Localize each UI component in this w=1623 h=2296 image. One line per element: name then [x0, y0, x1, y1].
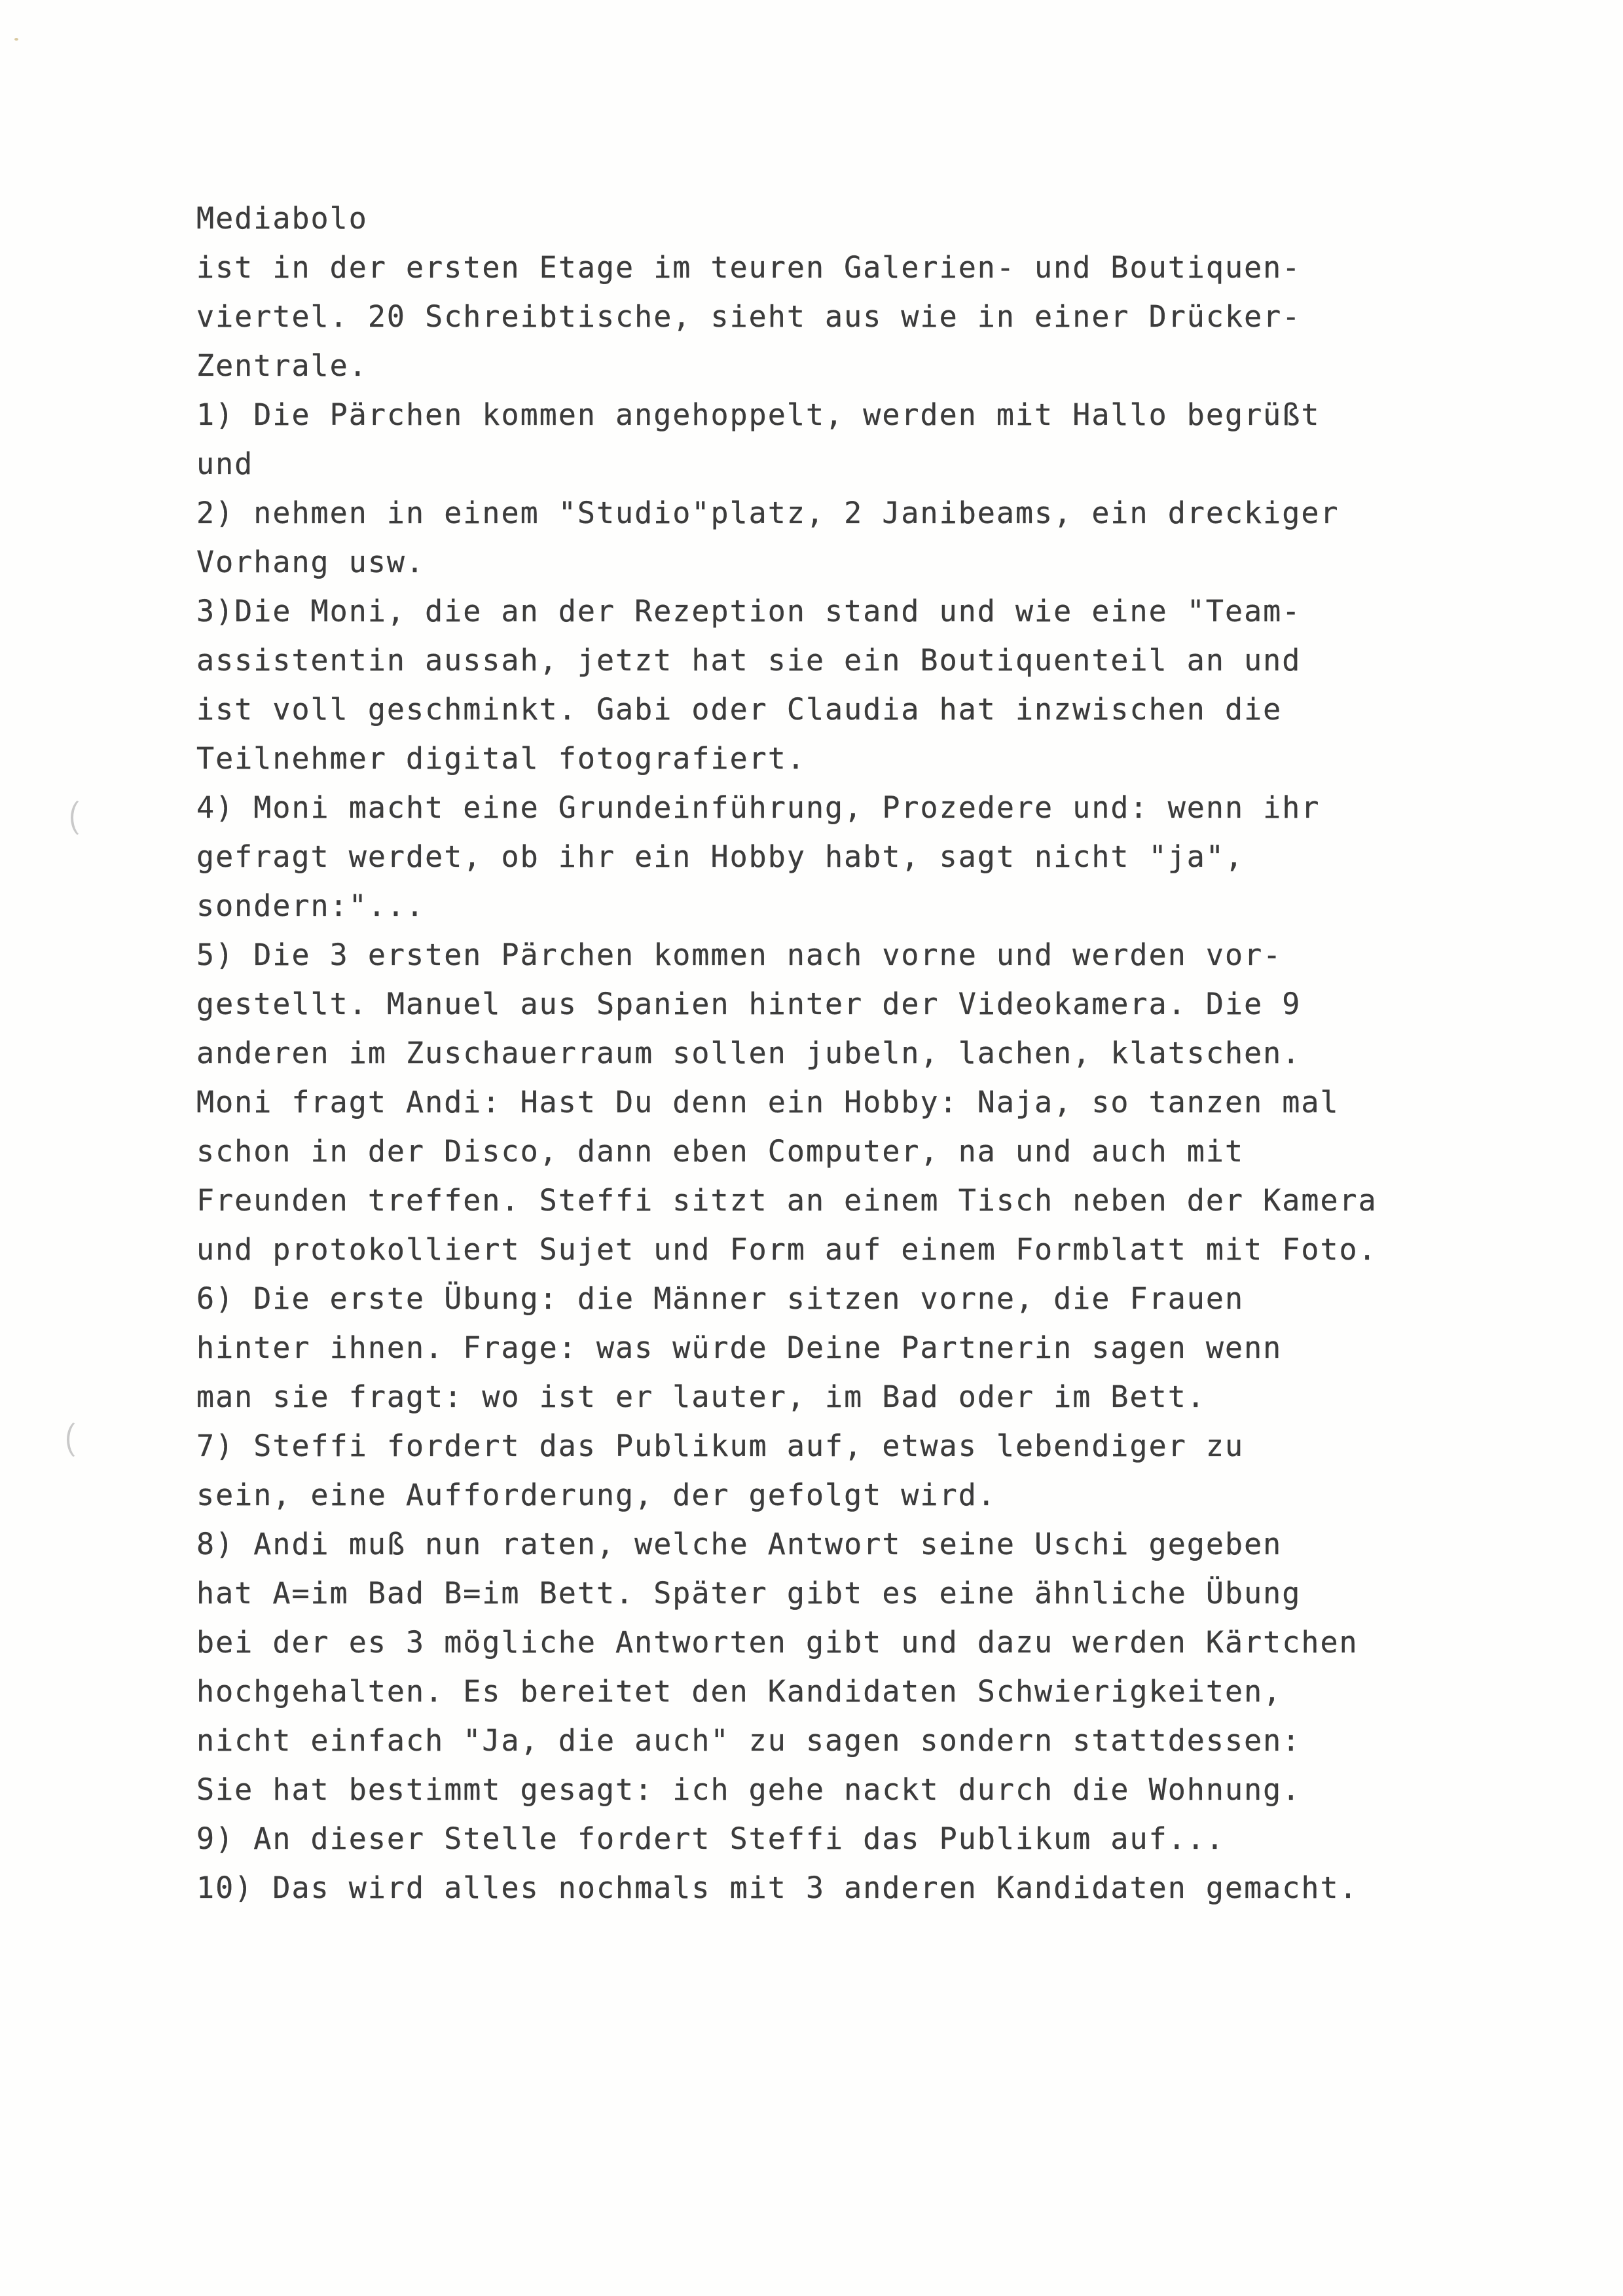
paper-speck — [14, 38, 18, 41]
text-line: 4) Moni macht eine Grundeinführung, Prozedere und: wenn ihr — [196, 790, 1321, 825]
text-line: schon in der Disco, dann eben Computer, na und auch mit — [196, 1134, 1245, 1169]
text-line: Zentrale. — [196, 348, 368, 383]
text-line: sondern:"... — [196, 888, 426, 923]
text-line: gefragt werdet, ob ihr ein Hobby habt, sagt nicht "ja", — [196, 839, 1245, 874]
typescript-body — [196, 194, 1506, 1912]
text-line: 9) An dieser Stelle fordert Steffi das Publikum auf... — [196, 1821, 1225, 1856]
punch-hole-mark — [71, 797, 98, 838]
text-line: nicht einfach "Ja, die auch" zu sagen sondern stattdessen: — [196, 1723, 1302, 1758]
text-line: hinter ihnen. Frage: was würde Deine Partnerin sagen wenn — [196, 1330, 1283, 1365]
text-line: sein, eine Aufforderung, der gefolgt wird. — [196, 1478, 996, 1512]
text-line: ist voll geschminkt. Gabi oder Claudia hat inzwischen die — [196, 692, 1283, 727]
text-line: Moni fragt Andi: Hast Du denn ein Hobby: Naja, so tanzen mal — [196, 1085, 1340, 1120]
text-line: und — [196, 446, 254, 481]
text-line: assistentin aussah, jetzt hat sie ein Boutiquenteil an und — [196, 643, 1302, 678]
text-line: 10) Das wird alles nochmals mit 3 anderen Kandidaten gemacht. — [196, 1870, 1359, 1905]
punch-hole-mark — [67, 1419, 94, 1460]
text-line: Vorhang usw. — [196, 545, 426, 579]
text-line: bei der es 3 mögliche Antworten gibt und dazu werden Kärtchen — [196, 1625, 1359, 1660]
text-line: ist in der ersten Etage im teuren Galerien- und Boutiquen- — [196, 250, 1302, 285]
text-line: Sie hat bestimmt gesagt: ich gehe nackt durch die Wohnung. — [196, 1772, 1302, 1807]
text-line: hochgehalten. Es bereitet den Kandidaten Schwierigkeiten, — [196, 1674, 1283, 1709]
text-line: man sie fragt: wo ist er lauter, im Bad oder im Bett. — [196, 1379, 1206, 1414]
text-line: 8) Andi muß nun raten, welche Antwort seine Uschi gegeben — [196, 1527, 1283, 1561]
text-line: Freunden treffen. Steffi sitzt an einem Tisch neben der Kamera — [196, 1183, 1377, 1218]
text-line: 1) Die Pärchen kommen angehoppelt, werden mit Hallo begrüßt — [196, 397, 1321, 432]
text-line: Teilnehmer digital fotografiert. — [196, 741, 806, 776]
text-line: und protokolliert Sujet und Form auf einem Formblatt mit Foto. — [196, 1232, 1377, 1267]
document-title: Mediabolo — [196, 201, 368, 236]
text-line: 3)Die Moni, die an der Rezeption stand und wie eine "Team- — [196, 594, 1302, 629]
text-line: 2) nehmen in einem "Studio"platz, 2 Janibeams, ein dreckiger — [196, 496, 1340, 530]
text-line: viertel. 20 Schreibtische, sieht aus wie in einer Drücker- — [196, 299, 1302, 334]
text-line: 5) Die 3 ersten Pärchen kommen nach vorne und werden vor- — [196, 938, 1283, 972]
text-line: 7) Steffi fordert das Publikum auf, etwas lebendiger zu — [196, 1429, 1245, 1463]
text-line: hat A=im Bad B=im Bett. Später gibt es eine ähnliche Übung — [196, 1576, 1302, 1611]
text-line: 6) Die erste Übung: die Männer sitzen vorne, die Frauen — [196, 1281, 1245, 1316]
text-line: gestellt. Manuel aus Spanien hinter der Videokamera. Die 9 — [196, 987, 1302, 1021]
text-line: anderen im Zuschauerraum sollen jubeln, lachen, klatschen. — [196, 1036, 1302, 1070]
